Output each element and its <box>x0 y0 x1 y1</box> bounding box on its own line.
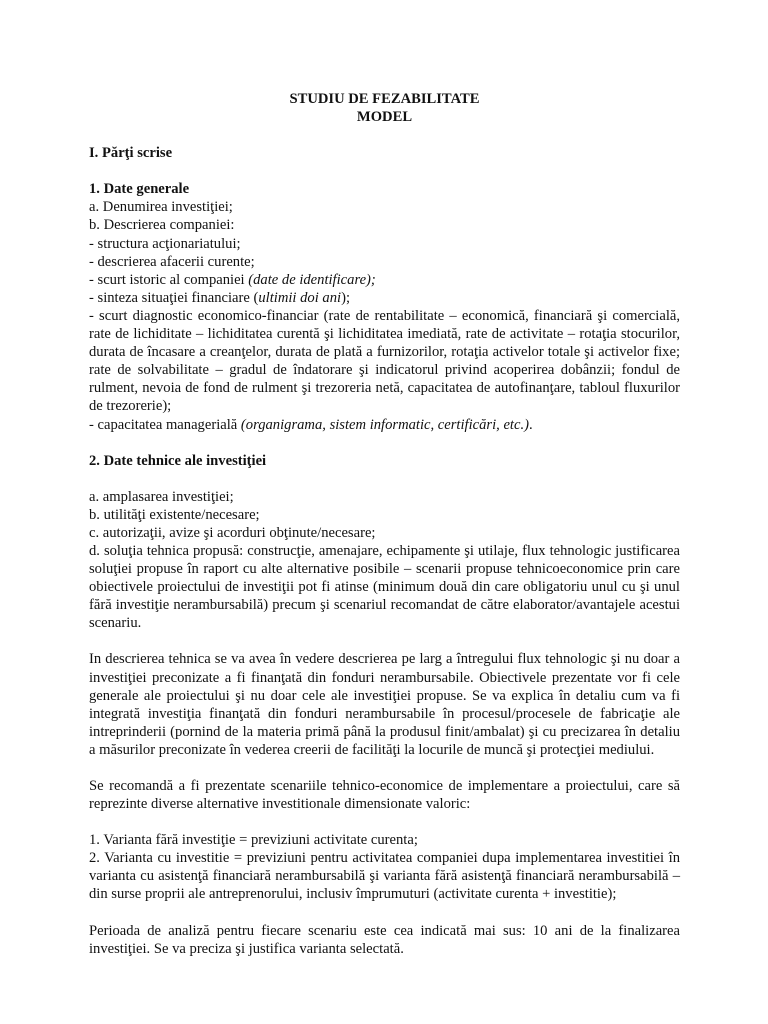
part-heading: I. Părţi scrise <box>89 145 173 162</box>
s2-paragraph-2: Se recomandă a fi prezentate scenariile tehnico-economice de implementare a proiectului, care să reprezinte diverse alternative investitionale dimensionate valoric: <box>89 778 680 813</box>
document-title <box>89 90 680 126</box>
s1-bullet-3: - scurt istoric al companiei (date de identificare); <box>89 271 376 288</box>
s2-variant-2: 2. Varianta cu investitie = previziuni pentru activitatea companiei dupa implementarea investitiei în varianta cu asistenţă financiară nerambursabilă şi varianta fără asistenţă financiară nerambursabilă – din surse proprii ale antreprenorului, inclusiv împrumuturi (activitate curenta + investitie); <box>89 850 680 903</box>
title-line-1: STUDIU DE FEZABILITATE <box>289 91 480 107</box>
s1-bullet-6: - capacitatea managerială (organigrama, sistem informatic, certificări, etc.). <box>89 416 533 433</box>
s1-bullet-2: - descrierea afacerii curente; <box>89 253 255 270</box>
s2-item-c: c. autorizaţii, avize şi acorduri obţinute/necesare; <box>89 524 376 541</box>
s2-variant-1: 1. Varianta fără investiţie = previziuni activitate curenta; <box>89 832 418 849</box>
section1-heading: 1. Date generale <box>89 181 190 198</box>
section2-heading: 2. Date tehnice ale investiţiei <box>89 452 267 469</box>
s1-bullet-4: - sinteza situaţiei financiare (ultimii doi ani); <box>89 289 350 306</box>
s1-bullet-5: - scurt diagnostic economico-financiar (rate de rentabilitate – economică, financiară şi comercială, rate de lichiditate – lichiditatea curentă şi lichiditatea imediată, rate de activitate – rotaţia stocurilor, durata de încasare a creanţelor, durata de plată a furnizorilor, rotaţia activelor totale şi activelor fixe; rate de solvabilitate – gradul de îndatorare şi indicatorul privind acoperirea dobânzii; fondul de rulment, nevoia de fond de rulment şi trezoreria netă, capacitatea de autofinanţare, tabloul fluxurilor de trezorerie); <box>89 307 680 415</box>
s2-item-b: b. utilităţi existente/necesare; <box>89 506 260 523</box>
s1-item-b: b. Descrierea companiei: <box>89 217 235 234</box>
title-line-2: MODEL <box>356 109 413 126</box>
s2-item-a: a. amplasarea investiţiei; <box>89 488 234 505</box>
s2-item-d: d. soluţia tehnica propusă: construcţie, amenajare, echipamente şi utilaje, flux tehnologic justificarea soluţiei propuse în raport cu alte alternative posibile – scenarii propuse tehnicoeconomice prin care obiectivele proiectului de investiţii pot fi atinse (minimum două din care obligatoriu unul cu şi unul fără investiţie nerambursabilă) precum şi scenariul recomandat de către elaborator/avantajele acestui scenariu. <box>89 542 680 632</box>
s1-item-a: a. Denumirea investiţiei; <box>89 199 233 216</box>
s2-paragraph-3: Perioada de analiză pentru fiecare scenariu este cea indicată mai sus: 10 ani de la finalizarea investiţiei. Se va preciza şi justifica varianta selectată. <box>89 922 680 957</box>
s1-bullet-1: - structura acţionariatului; <box>89 235 241 252</box>
s2-paragraph-1: In descrierea tehnica se va avea în vedere descrierea pe larg a întregului flux tehnologic şi nu doar a investiţiei preconizate a fi finanţată din fonduri nerambursabile. Obiectivele prezentate vor fi cele generale ale proiectului şi nu doar cele ale investiţiei propuse. Se va explica în detaliu cum va fi integrată investiţia finanţată din fonduri nerambursabile în procesul/procesele de fabricaţie ale intreprinderii (pornind de la materia primă până la produsul finit/ambalat) şi cu precizarea în detaliu a măsurilor preconizate în vederea creerii de facilităţi la locurile de muncă şi protecţiei mediului. <box>89 651 680 758</box>
